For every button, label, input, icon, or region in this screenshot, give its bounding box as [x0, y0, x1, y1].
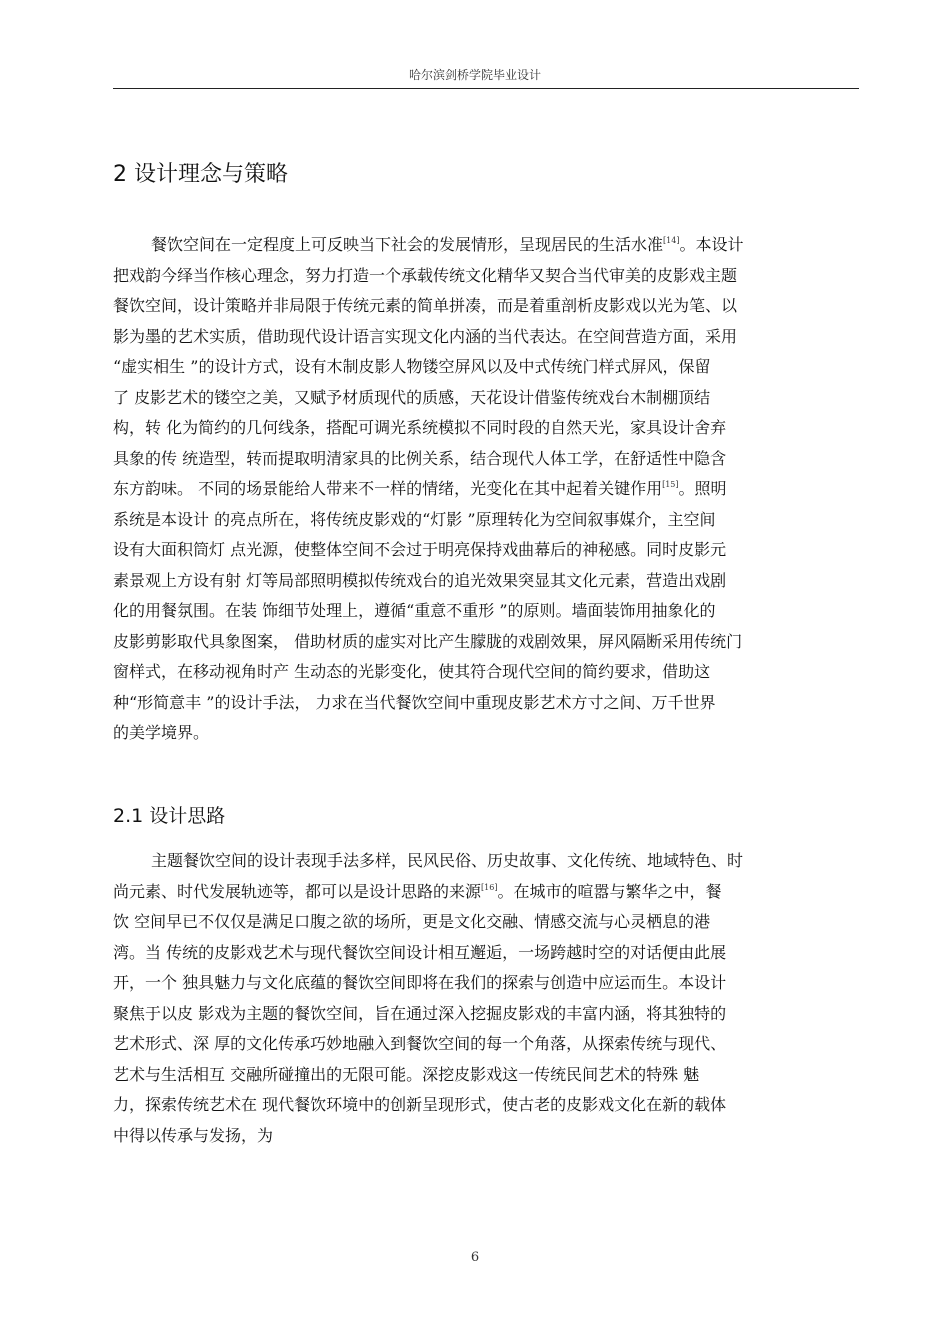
- text-line: 素景观上方设有射 灯等局部照明模拟传统戏台的追光效果突显其文化元素，营造出戏剧: [113, 570, 727, 590]
- text-line: 东方韵味。 不同的场景能给人带来不一样的情绪，光变化在其中起着关键作用[15]。照明: [113, 479, 727, 498]
- text-line: 构，转 化为简约的几何线条，搭配可调光系统模拟不同时段的自然天光，家具设计舍弃: [113, 418, 727, 437]
- text-line: 主题餐饮空间的设计表现手法多样，民风民俗、历史故事、文化传统、地域特色、时: [151, 851, 744, 870]
- running-header: 哈尔滨剑桥学院毕业设计: [408, 68, 541, 82]
- text-line: 中得以传承与发扬，为: [113, 1125, 274, 1145]
- subsection-heading: 2.1 设计思路: [113, 805, 226, 827]
- text-line: 餐饮空间在一定程度上可反映当下社会的发展情形，呈现居民的生活水准[14]。本设计: [151, 235, 744, 254]
- text-line: 的美学境界。: [113, 723, 210, 742]
- section-heading: 2 设计理念与策略: [113, 162, 288, 187]
- text-line: 种“形简意丰 ”的设计手法， 力求在当代餐饮空间中重现皮影艺术方寸之间、万千世界: [113, 692, 716, 712]
- text-line: 皮影剪影取代具象图案， 借助材质的虚实对比产生朦胧的戏剧效果，屏风隔断采用传统门: [113, 631, 743, 651]
- text-line: 湾。当 传统的皮影戏艺术与现代餐饮空间设计相互邂逅，一场跨越时空的对话便由此展: [113, 942, 727, 962]
- text-line: 影为墨的艺术实质，借助现代设计语言实现文化内涵的当代表达。在空间营造方面，采用: [113, 326, 738, 346]
- text-line: 力，探索传统艺术在 现代餐饮环境中的创新呈现形式，使古老的皮影戏文化在新的载体: [113, 1095, 727, 1114]
- text-line: 设有大面积筒灯 点光源，使整体空间不会过于明亮保持戏曲幕后的神秘感。同时皮影元: [113, 540, 727, 559]
- citation-ref: [15]: [662, 480, 679, 489]
- text-line: 开，一个 独具魅力与文化底蕴的餐饮空间即将在我们的探索与创造中应运而生。本设计: [113, 973, 727, 992]
- text-line: 系统是本设计 的亮点所在，将传统皮影戏的“灯影 ”原理转化为空间叙事媒介，主空间: [113, 509, 716, 529]
- paragraph-design-concept: [113, 230, 859, 749]
- text-line: 艺术形式、深 厚的文化传承巧妙地融入到餐饮空间的每一个角落，从探索传统与现代、: [113, 1034, 727, 1053]
- text-line: 化的用餐氛围。在装 饰细节处理上，遵循“重意不重形 ”的原则。墙面装饰用抽象化的: [113, 601, 716, 620]
- text-line: 了 皮影艺术的镂空之美，又赋予材质现代的质感，天花设计借鉴传统戏台木制棚顶结: [113, 387, 711, 407]
- text-line: 把戏韵今绎当作核心理念，努力打造一个承载传统文化精华又契合当代审美的皮影戏主题: [113, 265, 738, 285]
- text-line: 聚焦于以皮 影戏为主题的餐饮空间，旨在通过深入挖掘皮影戏的丰富内涵，将其独特的: [113, 1003, 727, 1023]
- text-line: 窗样式，在移动视角时产 生动态的光影变化，使其符合现代空间的简约要求，借助这: [113, 662, 711, 681]
- header-rule: [113, 88, 859, 89]
- text-line: “虚实相生 ”的设计方式，设有木制皮影人物镂空屏风以及中式传统门样式屏风，保留: [113, 357, 711, 376]
- text-line: 艺术与生活相互 交融所碰撞出的无限可能。深挖皮影戏这一传统民间艺术的特殊 魅: [113, 1064, 700, 1084]
- page-number: 6: [470, 1250, 480, 1265]
- text-line: 具象的传 统造型，转而提取明清家具的比例关系，结合现代人体工学，在舒适性中隐含: [113, 448, 727, 468]
- citation-ref: [14]: [663, 236, 680, 245]
- text-line: 尚元素、时代发展轨迹等，都可以是设计思路的来源[16]。在城市的喧嚣与繁华之中，餐: [113, 881, 722, 901]
- paragraph-design-approach: [113, 846, 859, 1151]
- citation-ref: [16]: [481, 882, 498, 892]
- text-line: 餐饮空间，设计策略并非局限于传统元素的简单拼凑，而是着重剖析皮影戏以光为笔、以: [113, 296, 738, 315]
- text-line: 饮 空间早已不仅仅是满足口腹之欲的场所，更是文化交融、情感交流与心灵栖息的港: [113, 912, 711, 931]
